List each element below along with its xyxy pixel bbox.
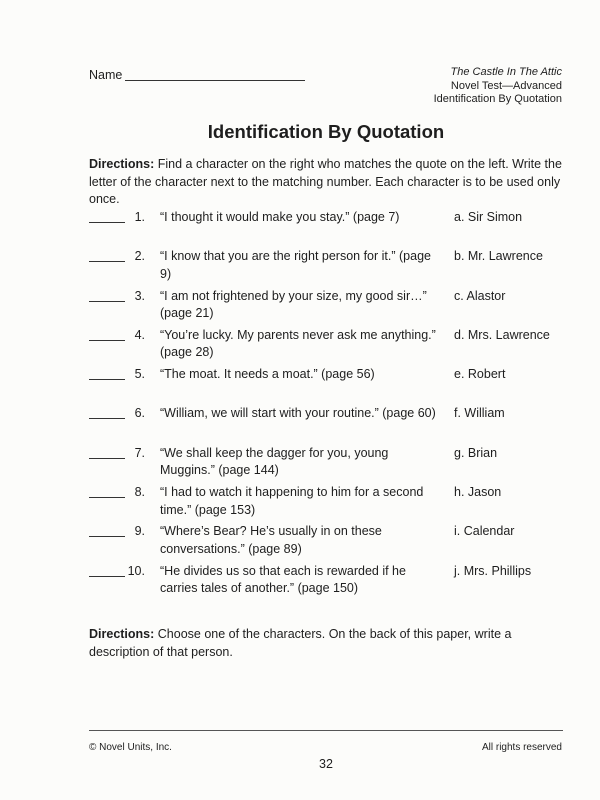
answer-blank[interactable]: [89, 340, 125, 341]
question-row: [0, 523, 600, 562]
section-name: Identification By Quotation: [433, 93, 562, 105]
character-option: g. Brian: [454, 445, 498, 460]
question-number: 5.: [134, 367, 145, 382]
rights-text: All rights reserved: [481, 742, 562, 753]
question-row: [0, 445, 600, 484]
question-row: [0, 405, 600, 444]
directions-text: Find a character on the right who matches the quote on the left. Write the letter of the character next to the matching number. Each character is to be used only once.: [89, 157, 562, 206]
copyright-text: © Novel Units, Inc.: [89, 742, 172, 753]
name-blank-line: [125, 80, 305, 81]
question-row: [0, 366, 600, 405]
directions-top: [89, 156, 565, 209]
quote-text: “Where’s Bear? He’s usually in on these conversations.” (page 89): [160, 524, 382, 556]
quote-text: “We shall keep the dagger for you, young Muggins.” (page 144): [160, 445, 389, 478]
question-list: [0, 209, 600, 602]
quote-text: “William, we will start with your routine.” (page 60): [160, 406, 436, 421]
answer-blank[interactable]: [89, 576, 125, 577]
question-row: [0, 248, 600, 287]
character-option: f. William: [454, 406, 505, 421]
answer-blank[interactable]: [89, 301, 125, 302]
answer-blank[interactable]: [89, 536, 125, 537]
question-row: [0, 563, 600, 602]
directions-text: Choose one of the characters. On the back of this paper, write a description of that person.: [89, 627, 512, 659]
page-number: 32: [319, 757, 333, 771]
question-number: 2.: [134, 249, 145, 264]
question-row: [0, 209, 600, 248]
character-option: j. Mrs. Phillips: [454, 563, 532, 578]
page-title: Identification By Quotation: [207, 121, 445, 142]
quote-text: “I am not frightened by your size, my good sir…” (page 21): [160, 288, 427, 321]
question-number: 7.: [134, 445, 145, 460]
test-type: Novel Test—Advanced: [450, 79, 562, 92]
quote-text: “I had to watch it happening to him for a second time.” (page 153): [160, 485, 424, 517]
answer-blank[interactable]: [89, 222, 125, 223]
header-info: [434, 66, 562, 107]
question-number: 6.: [134, 406, 145, 421]
quote-text: “He divides us so that each is rewarded if he carries tales of another.” (page 150): [160, 563, 406, 596]
quote-text: “I know that you are the right person for it.” (page 9): [160, 249, 431, 281]
answer-blank[interactable]: [89, 379, 125, 380]
name-label: Name: [89, 68, 123, 82]
question-number: 9.: [134, 524, 145, 539]
question-number: 1.: [134, 210, 145, 224]
quote-text: “You’re lucky. My parents never ask me anything.” (page 28): [160, 327, 436, 360]
character-option: e. Robert: [454, 367, 506, 382]
directions-label: Directions:: [89, 157, 155, 171]
question-number: 10.: [127, 563, 145, 578]
character-option: d. Mrs. Lawrence: [454, 327, 550, 342]
character-option: h. Jason: [454, 485, 502, 500]
answer-blank[interactable]: [89, 418, 125, 419]
answer-blank[interactable]: [89, 497, 125, 498]
quote-text: “The moat. It needs a moat.” (page 56): [160, 367, 375, 382]
character-option: b. Mr. Lawrence: [454, 249, 543, 264]
footer-divider: [89, 730, 563, 731]
question-row: [0, 288, 600, 327]
question-number: 3.: [134, 288, 145, 303]
answer-blank[interactable]: [89, 261, 125, 262]
question-row: [0, 327, 600, 366]
character-option: c. Alastor: [454, 288, 506, 303]
answer-blank[interactable]: [89, 458, 125, 459]
character-option: a. Sir Simon: [454, 210, 523, 224]
character-option: i. Calendar: [454, 524, 515, 539]
question-number: 8.: [134, 485, 145, 500]
question-number: 4.: [134, 327, 145, 342]
quote-text: “I thought it would make you stay.” (page 7): [160, 210, 400, 224]
directions-label: Directions:: [89, 627, 155, 641]
book-title: The Castle In The Attic: [450, 66, 562, 78]
question-row: [0, 484, 600, 523]
directions-bottom: [89, 626, 565, 661]
